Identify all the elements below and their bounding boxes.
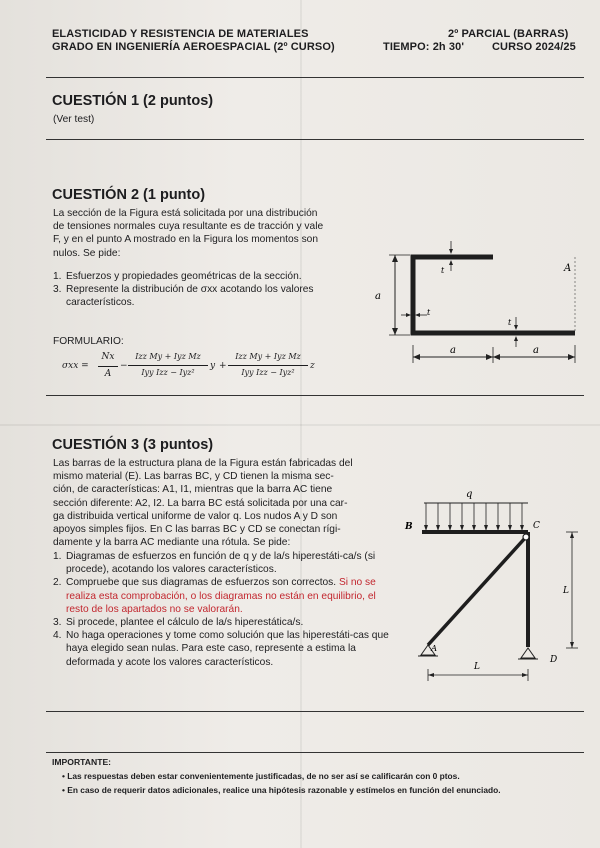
divider	[46, 711, 584, 712]
important-note: • Las respuestas deben estar convenientemente justificadas, de no ser así se calificarán con 0 ptos.	[62, 771, 460, 781]
course-year: CURSO 2024/25	[492, 41, 576, 53]
section-figure	[365, 235, 585, 370]
list-item: 1. Diagramas de esfuerzos en función de q y de la/s hiperestáti-ca/s (si procede), acotando los valores característicos.	[53, 551, 376, 576]
statement-line: sección diferente: A2, I2. La barra BC está solicitada por una car-	[53, 497, 348, 509]
bar-ac	[428, 537, 526, 645]
dimension-l-horizontal: L	[474, 662, 480, 672]
statement-line: F, y en el punto A mostrado en la Figura los momentos son	[53, 234, 319, 246]
thickness-label: t	[427, 308, 431, 317]
divider	[46, 139, 584, 140]
list-item: 3. Si procede, plantee el cálculo de la/s hiperestática/s.	[53, 617, 304, 629]
dimension-a-right: a	[533, 345, 539, 356]
divider	[46, 752, 584, 753]
warning-text: Si no se realiza esta comprobación, o los diagramas no están en equilibrio, el resto de los apartados no se valorarán.	[66, 577, 376, 615]
exam-name: 2º PARCIAL (BARRAS)	[448, 28, 569, 40]
formulario-label: FORMULARIO:	[53, 336, 124, 347]
degree-title: GRADO EN INGENIERÍA AEROESPACIAL (2º CURSO)	[52, 41, 335, 53]
list-item: 1. Esfuerzos y propiedades geométricas de la sección.	[53, 271, 302, 282]
node-b-label: B	[405, 522, 413, 532]
load-q-label: q	[466, 489, 473, 500]
list-item: 3. Represente la distribución de σxx acotando los valores característicos.	[53, 284, 314, 309]
dimension-l-vertical: L	[563, 586, 569, 596]
statement-line: Las barras de la estructura plana de la Figura están fabricadas del	[53, 458, 353, 469]
distributed-load-arrows	[424, 503, 524, 531]
question-1-text: (Ver test)	[53, 114, 95, 125]
question-1-title: CUESTIÓN 1 (2 puntos)	[52, 93, 214, 109]
frame-figure	[400, 485, 585, 685]
dimension-a-vertical: a	[375, 291, 381, 302]
question-2-statement	[53, 207, 363, 260]
question-3-statement	[53, 457, 393, 549]
c-section-shape	[413, 257, 575, 333]
node-d-label: D	[550, 655, 558, 665]
thickness-label: t	[508, 318, 512, 327]
statement-line: de tensiones normales cuya resultante es de tracción y vale	[53, 221, 324, 233]
node-a-label: A	[431, 644, 438, 654]
exam-time: TIEMPO: 2h 30'	[383, 41, 465, 53]
course-title: ELASTICIDAD Y RESISTENCIA DE MATERIALES	[52, 28, 309, 40]
dimension-a-left: a	[450, 345, 456, 356]
list-item: 2. Compruebe que sus diagramas de esfuerzos son correctos. Si no se realiza esta comprobación, o los diagramas no están en equilibrio, el resto de los apartados no se valorarán.	[53, 577, 376, 615]
statement-line: nulos. Se pide:	[53, 247, 121, 259]
question-3-items	[53, 550, 391, 669]
question-2-items	[53, 270, 363, 310]
statement-line: damente y la barra AC mediante una rótula. Se pide:	[53, 537, 291, 549]
question-3-title: CUESTIÓN 3 (3 puntos)	[52, 437, 214, 453]
statement-line: ga distribuida vertical uniforme de valor q. Los nudos A y D son	[53, 510, 338, 522]
thickness-label: t	[441, 266, 445, 275]
list-item: 4. No haga operaciones y tome como solución que las hiperestáti-cas que haya elegido sean nulas. Para este caso, represente a estima la deformada y acote los valores característicos.	[53, 630, 389, 668]
important-note: • En caso de requerir datos adicionales, realice una hipótesis razonable y estímelos en función del enunciado.	[62, 785, 501, 795]
question-2-title: CUESTIÓN 2 (1 punto)	[52, 187, 206, 203]
node-c-label: C	[533, 521, 540, 531]
statement-line: ción, de características: A1, I1, mientras que la barra AC tiene	[53, 484, 333, 496]
important-title: IMPORTANTE:	[52, 757, 112, 767]
support-d	[521, 648, 535, 658]
point-a-label: A	[564, 263, 572, 274]
statement-line: La sección de la Figura está solicitada por una distribución	[53, 208, 318, 219]
hinge-c	[523, 534, 529, 540]
paper-fold-horizontal	[0, 424, 600, 426]
statement-line: apoyos simples fijos. En C las barras BC y CD se conectan rígi-	[53, 524, 341, 536]
stress-formula: σxx = Nx A − Izz My + Iyz Mz Iyy Izz − Iyz² y + Izz My + Iyz Mz Iyy Izz − Iyz² z	[62, 352, 315, 379]
divider	[46, 395, 584, 396]
statement-line: mismo material (E). Las barras BC, y CD tienen la misma sec-	[53, 471, 334, 483]
divider	[46, 77, 584, 78]
